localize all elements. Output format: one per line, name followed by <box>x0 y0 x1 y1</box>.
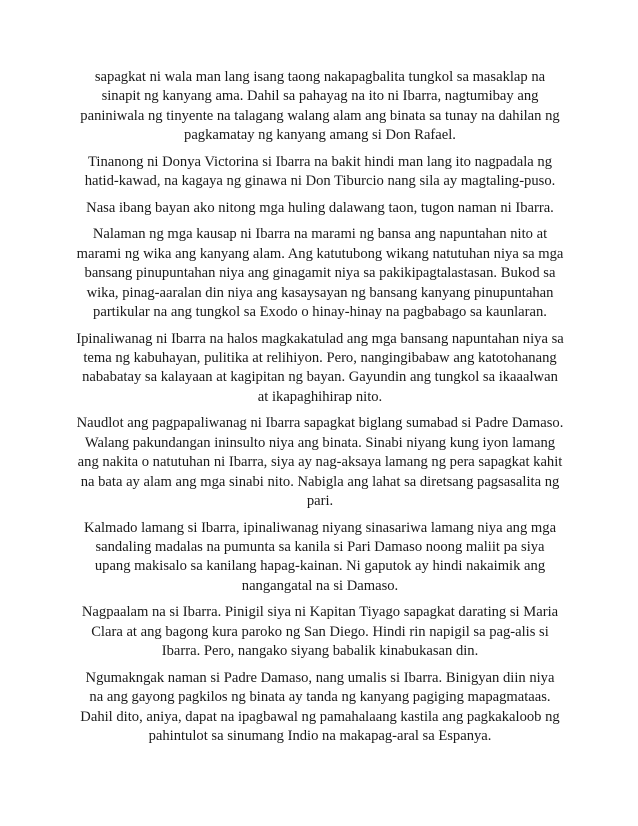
paragraph-line: na ang gayong pagkilos ng binata ay tanda ng kanyang pagiging mapagmataas. <box>89 689 551 706</box>
paragraph-line: pahintulot sa sinumang Indio na makapag-aral sa Espanya. <box>148 728 492 745</box>
paragraph-line: pagkamatay ng kanyang amang si Don Rafael. <box>184 127 456 144</box>
paragraph-line: Nalaman ng mga kausap ni Ibarra na marami ng bansa ang napuntahan nito at <box>92 226 548 243</box>
paragraph-8 <box>70 603 570 661</box>
paragraph-line: hatid-kawad, na kagaya ng ginawa ni Don Tiburcio nang sila ay magtaling-puso. <box>84 173 556 190</box>
paragraph-line: Walang pakundangan ininsulto niya ang binata. Sinabi niyang kung iyon lamang <box>84 434 556 451</box>
document-body <box>70 68 570 754</box>
paragraph-line: Nasa ibang bayan ako nitong mga huling dalawang taon, tugon naman ni Ibarra. <box>86 199 554 216</box>
paragraph-line: ang nakita o natutuhan ni Ibarra, siya ay nag-aksaya lamang ng pera sapagkat kahit <box>77 454 563 471</box>
paragraph-line: tema ng kabuhayan, pulitika at relihiyon. Pero, nangingibabaw ang katotohanang <box>83 350 557 367</box>
paragraph-line: nangangatal na si Damaso. <box>241 577 399 594</box>
paragraph-line: nababatay sa kalayaan at kagipitan ng bayan. Gayundin ang tungkol sa ikaaalwan <box>82 369 558 386</box>
paragraph-line: na bata ay alam ang mga sinabi nito. Nabigla ang lahat sa diretsang pagsasalita ng <box>80 473 560 490</box>
paragraph-1 <box>70 68 570 146</box>
paragraph-line: Nagpaalam na si Ibarra. Pinigil siya ni Kapitan Tiyago sapagkat darating si Maria <box>81 604 559 621</box>
paragraph-line: sinapit ng kanyang ama. Dahil sa pahayag na ito ni Ibarra, nagtumibay ang <box>101 88 539 105</box>
paragraph-line: at ikapaghihirap nito. <box>257 388 383 405</box>
paragraph-4 <box>70 225 570 322</box>
paragraph-5 <box>70 330 570 408</box>
paragraph-line: sapagkat ni wala man lang isang taong nakapagbalita tungkol sa masaklap na <box>94 69 546 85</box>
paragraph-line: Ipinaliwanag ni Ibarra na halos magkakatulad ang mga bansang napuntahan niya sa <box>76 330 564 347</box>
paragraph-line: wika, pinag-aaralan din niya ang kasaysayan ng bansang kanyang pinupuntahan <box>86 284 554 301</box>
paragraph-line: Kalmado lamang si Ibarra, ipinaliwanag niyang sinasariwa lamang niya ang mga <box>83 519 557 536</box>
paragraph-line: Naudlot ang pagpapaliwanag ni Ibarra sapagkat biglang sumabad si Padre Damaso. <box>76 415 564 432</box>
paragraph-line: paniniwala ng tinyente na talagang walang alam ang binata sa tunay na dahilan ng <box>80 107 560 124</box>
paragraph-2 <box>70 153 570 192</box>
paragraph-line: Ibarra. Pero, nangako siyang babalik kinabukasan din. <box>161 643 479 660</box>
paragraph-9 <box>70 669 570 747</box>
paragraph-line: pari. <box>306 493 334 510</box>
paragraph-line: Clara at ang bagong kura paroko ng San Diego. Hindi rin napigil sa pag-alis si <box>91 623 549 640</box>
paragraph-line: sandaling madalas na pumunta sa kanila si Pari Damaso noong maliit pa siya <box>95 539 545 556</box>
paragraph-line: Tinanong ni Donya Victorina si Ibarra na bakit hindi man lang ito nagpadala ng <box>88 153 552 170</box>
paragraph-line: upang makisalo sa kanilang hapag-kainan. Ni gaputok ay hindi nakaimik ang <box>94 558 546 575</box>
paragraph-6 <box>70 414 570 511</box>
paragraph-3 <box>70 199 570 218</box>
paragraph-line: bansang pinupuntahan niya ang ginagamit niya sa pakikipagtalastasan. Bukod sa <box>84 265 556 282</box>
paragraph-line: partikular na ang tungkol sa Exodo o hinay-hinay na pagbabago sa kaunlaran. <box>93 304 547 321</box>
paragraph-7 <box>70 519 570 597</box>
paragraph-line: Dahil dito, aniya, dapat na ipagbawal ng pamahalaang kastila ang pagkakaloob ng <box>80 708 560 725</box>
paragraph-line: Ngumakngak naman si Padre Damaso, nang umalis si Ibarra. Binigyan diin niya <box>85 669 555 686</box>
paragraph-line: marami ng wika ang kanyang alam. Ang katutubong wikang natutuhan niya sa mga <box>76 245 564 262</box>
